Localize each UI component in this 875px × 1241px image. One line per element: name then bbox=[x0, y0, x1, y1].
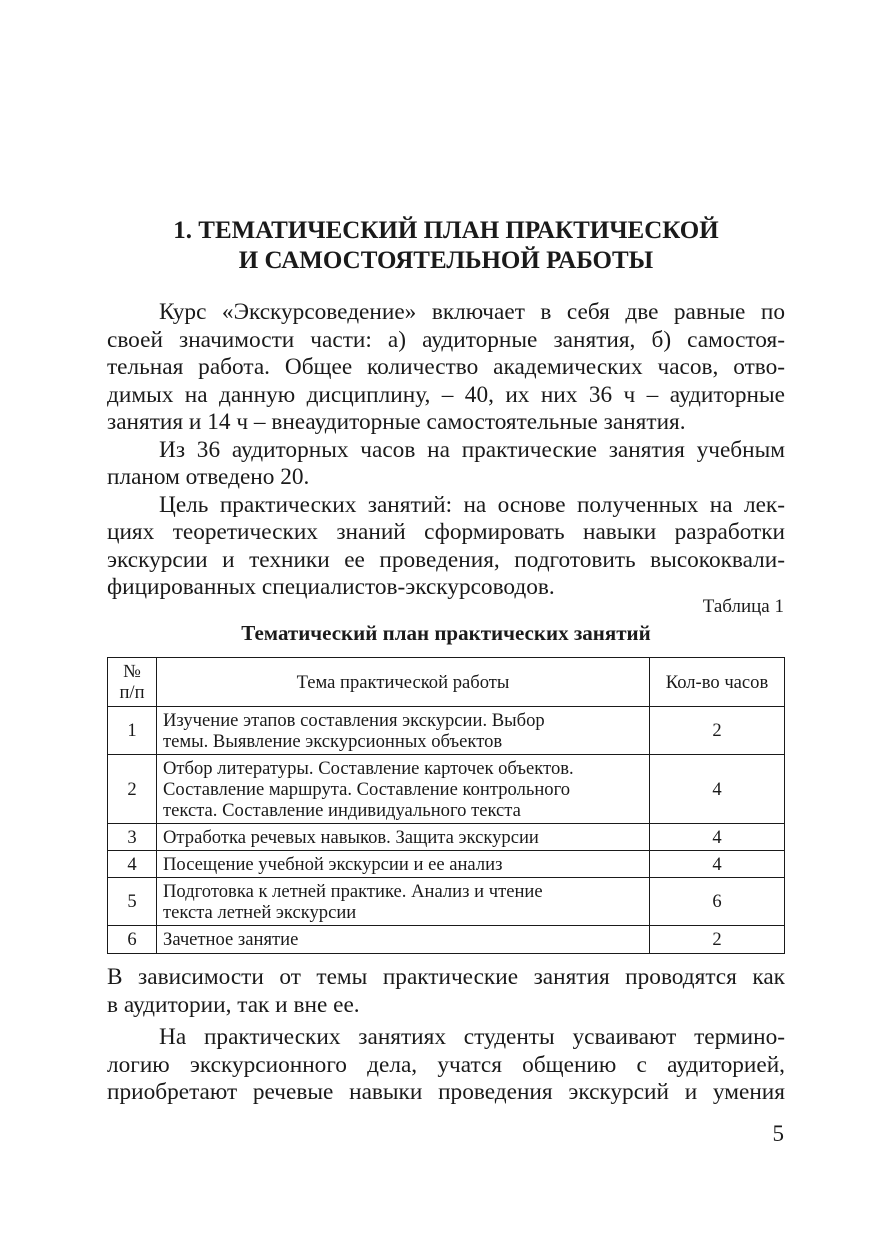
row-number: 4 bbox=[108, 851, 157, 878]
row-hours: 6 bbox=[650, 878, 785, 926]
header-number: № п/п bbox=[108, 658, 157, 707]
row-hours: 2 bbox=[650, 926, 785, 954]
paragraph-line: фицированных специалистов-экскурсоводов. bbox=[107, 574, 555, 600]
row-topic-line: Посещение учебной экскурсии и ее анализ bbox=[163, 853, 503, 875]
section-heading-line-1: 1. ТЕМАТИЧЕСКИЙ ПЛАН ПРАКТИЧЕСКОЙ bbox=[173, 217, 719, 244]
paragraph-line: занятия и 14 ч – внеаудиторные самостоятельные занятия. bbox=[107, 409, 686, 435]
row-topic-line: Отбор литературы. Составление карточек объектов. bbox=[163, 757, 574, 779]
row-hours: 4 bbox=[650, 851, 785, 878]
page-number: 5 bbox=[772, 1121, 784, 1146]
table-row bbox=[108, 707, 785, 755]
section-heading-line-2: И САМОСТОЯТЕЛЬНОЙ РАБОТЫ bbox=[238, 247, 654, 274]
row-topic-line: текста. Составление индивидуального текста bbox=[163, 799, 521, 821]
table-label: Таблица 1 bbox=[702, 596, 784, 617]
paragraph-line: димых на данную дисциплину, – 40, их них 36 ч – аудиторные bbox=[107, 381, 785, 408]
row-topic bbox=[157, 824, 650, 851]
row-topic bbox=[157, 851, 650, 878]
table-row bbox=[108, 851, 785, 878]
row-number: 2 bbox=[108, 755, 157, 824]
outro-paragraphs bbox=[107, 964, 785, 1107]
paragraph-line: циях теоретических знаний сформировать навыки разработки bbox=[107, 519, 785, 545]
row-number: 5 bbox=[108, 878, 157, 926]
table-title: Тематический план практических занятий bbox=[241, 621, 651, 645]
paragraph-line: На практических занятиях студенты усваивают термино- bbox=[159, 1024, 785, 1050]
header-hours: Кол-во часов bbox=[650, 658, 785, 707]
intro-paragraphs bbox=[107, 299, 785, 602]
header-topic: Тема практической работы bbox=[157, 658, 650, 707]
row-topic bbox=[157, 878, 650, 926]
row-topic bbox=[157, 755, 650, 824]
row-number: 3 bbox=[108, 824, 157, 851]
table-row bbox=[108, 878, 785, 926]
row-topic-line: Составление маршрута. Составление контрольного bbox=[163, 778, 571, 800]
row-hours: 4 bbox=[650, 824, 785, 851]
table-body bbox=[108, 707, 785, 954]
row-topic-line: текста летней экскурсии bbox=[163, 901, 357, 923]
row-topic bbox=[157, 926, 650, 954]
paragraph-line: приобретают речевые навыки проведения экскурсий и умения bbox=[107, 1079, 785, 1105]
row-topic-line: Подготовка к летней практике. Анализ и чтение bbox=[163, 880, 543, 902]
row-topic bbox=[157, 707, 650, 755]
paragraph-line: логию экскурсионного дела, учатся общению с аудиторией, bbox=[107, 1051, 785, 1078]
row-topic-line: темы. Выявление экскурсионных объектов bbox=[163, 730, 503, 752]
paragraph-line: в аудитории, так и вне ее. bbox=[107, 991, 360, 1018]
table-header-row bbox=[108, 658, 785, 707]
row-number: 6 bbox=[108, 926, 157, 954]
row-topic-line: Изучение этапов составления экскурсии. Выбор bbox=[163, 709, 545, 731]
row-hours: 2 bbox=[650, 707, 785, 755]
paragraph-line: Цель практических занятий: на основе полученных на лек- bbox=[159, 491, 785, 518]
row-topic-line: Отработка речевых навыков. Защита экскурсии bbox=[163, 826, 539, 848]
row-topic-line: Зачетное занятие bbox=[163, 929, 299, 950]
thematic-plan-table bbox=[107, 657, 785, 954]
paragraph-line: планом отведено 20. bbox=[107, 464, 310, 490]
paragraph-line: Курс «Экскурсоведение» включает в себя две равные по bbox=[159, 299, 785, 325]
paragraph-line: своей значимости части: а) аудиторные занятия, б) самостоя- bbox=[107, 326, 785, 353]
table-row bbox=[108, 926, 785, 954]
row-number: 1 bbox=[108, 707, 157, 755]
paragraph-line: В зависимости от темы практические занятия проводятся как bbox=[107, 964, 785, 990]
table-row bbox=[108, 755, 785, 824]
row-hours: 4 bbox=[650, 755, 785, 824]
table-row bbox=[108, 824, 785, 851]
paragraph-line: тельная работа. Общее количество академических часов, отво- bbox=[107, 354, 785, 380]
paragraph-line: экскурсии и техники ее проведения, подготовить высококвали- bbox=[107, 546, 785, 573]
section-heading bbox=[80, 216, 812, 276]
paragraph-line: Из 36 аудиторных часов на практические занятия учебным bbox=[159, 436, 785, 463]
